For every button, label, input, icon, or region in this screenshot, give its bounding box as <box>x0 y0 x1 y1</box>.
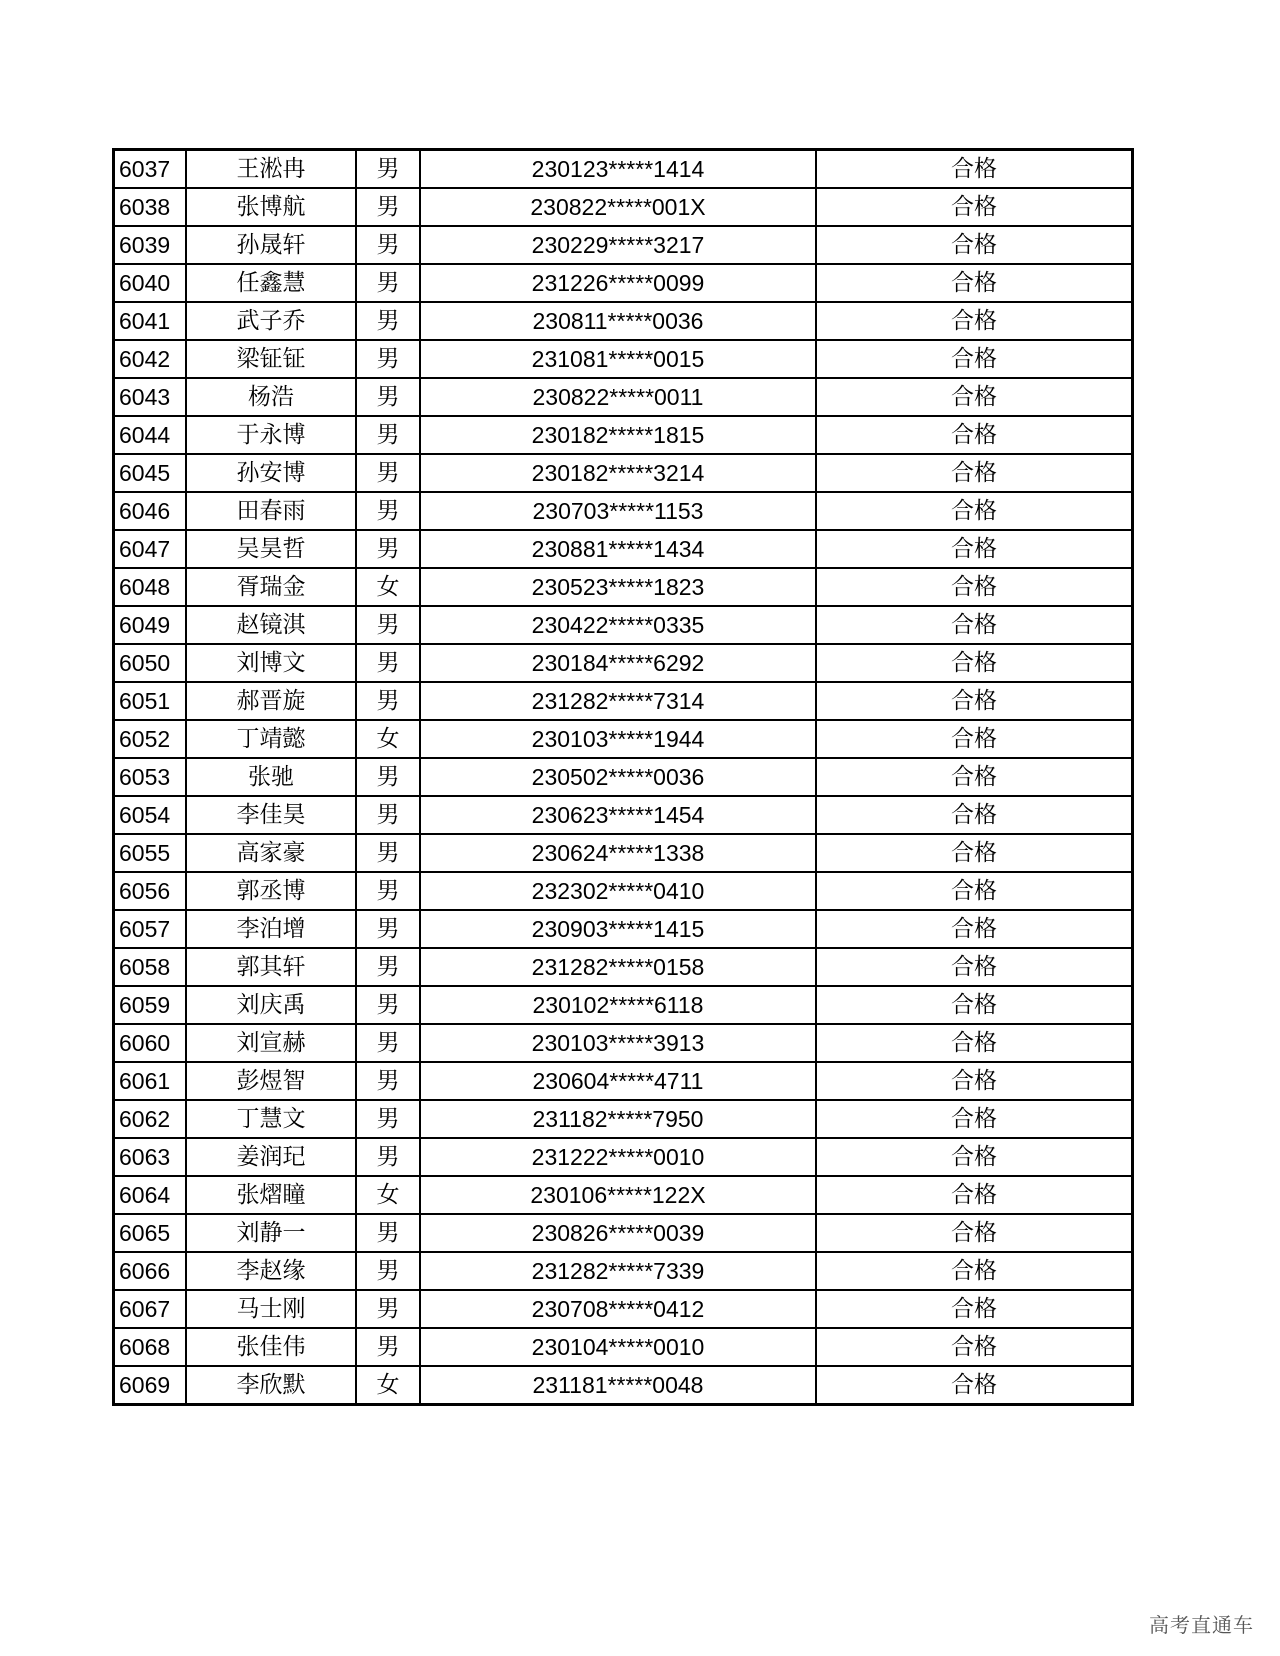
cell-number: 6056 <box>114 872 187 910</box>
table-row <box>114 416 1133 454</box>
cell-name: 王淞冉 <box>186 150 356 189</box>
cell-sex: 男 <box>356 1138 420 1176</box>
cell-sex: 女 <box>356 1176 420 1214</box>
cell-name: 任鑫慧 <box>186 264 356 302</box>
cell-result: 合格 <box>816 568 1133 606</box>
cell-name: 梁钲钲 <box>186 340 356 378</box>
cell-name: 胥瑞金 <box>186 568 356 606</box>
table-row <box>114 834 1133 872</box>
cell-name: 张驰 <box>186 758 356 796</box>
cell-sex: 男 <box>356 1252 420 1290</box>
cell-number: 6047 <box>114 530 187 568</box>
cell-number: 6038 <box>114 188 187 226</box>
cell-sex: 男 <box>356 416 420 454</box>
results-table-body <box>114 150 1133 1405</box>
cell-name: 张熠瞳 <box>186 1176 356 1214</box>
cell-number: 6069 <box>114 1366 187 1405</box>
table-row <box>114 378 1133 416</box>
cell-name: 武子乔 <box>186 302 356 340</box>
cell-result: 合格 <box>816 378 1133 416</box>
table-row <box>114 1176 1133 1214</box>
table-row <box>114 188 1133 226</box>
cell-name: 刘静一 <box>186 1214 356 1252</box>
cell-number: 6041 <box>114 302 187 340</box>
cell-result: 合格 <box>816 1328 1133 1366</box>
table-row <box>114 606 1133 644</box>
cell-name: 张佳伟 <box>186 1328 356 1366</box>
cell-id-number: 230708*****0412 <box>420 1290 816 1328</box>
table-row <box>114 1328 1133 1366</box>
cell-number: 6043 <box>114 378 187 416</box>
cell-name: 于永博 <box>186 416 356 454</box>
cell-sex: 男 <box>356 758 420 796</box>
table-row <box>114 1062 1133 1100</box>
cell-id-number: 230624*****1338 <box>420 834 816 872</box>
cell-sex: 男 <box>356 492 420 530</box>
cell-result: 合格 <box>816 948 1133 986</box>
cell-id-number: 230102*****6118 <box>420 986 816 1024</box>
cell-name: 刘博文 <box>186 644 356 682</box>
cell-name: 郭其轩 <box>186 948 356 986</box>
cell-name: 孙晟轩 <box>186 226 356 264</box>
watermark: 高考直通车 <box>1149 1613 1254 1637</box>
cell-result: 合格 <box>816 1024 1133 1062</box>
table-row <box>114 1138 1133 1176</box>
cell-result: 合格 <box>816 226 1133 264</box>
cell-id-number: 230103*****1944 <box>420 720 816 758</box>
cell-sex: 男 <box>356 188 420 226</box>
table-row <box>114 986 1133 1024</box>
cell-result: 合格 <box>816 492 1133 530</box>
cell-number: 6040 <box>114 264 187 302</box>
cell-result: 合格 <box>816 682 1133 720</box>
cell-name: 刘庆禹 <box>186 986 356 1024</box>
cell-sex: 女 <box>356 1366 420 1405</box>
table-row <box>114 948 1133 986</box>
cell-result: 合格 <box>816 1100 1133 1138</box>
cell-id-number: 231282*****7339 <box>420 1252 816 1290</box>
cell-number: 6050 <box>114 644 187 682</box>
cell-number: 6046 <box>114 492 187 530</box>
cell-id-number: 231282*****0158 <box>420 948 816 986</box>
cell-number: 6057 <box>114 910 187 948</box>
cell-name: 高家豪 <box>186 834 356 872</box>
cell-id-number: 230422*****0335 <box>420 606 816 644</box>
cell-name: 马士刚 <box>186 1290 356 1328</box>
cell-sex: 男 <box>356 1328 420 1366</box>
cell-id-number: 230103*****3913 <box>420 1024 816 1062</box>
cell-number: 6062 <box>114 1100 187 1138</box>
table-row <box>114 796 1133 834</box>
cell-sex: 男 <box>356 644 420 682</box>
cell-name: 丁慧文 <box>186 1100 356 1138</box>
table-row <box>114 568 1133 606</box>
cell-name: 丁靖懿 <box>186 720 356 758</box>
table-row <box>114 758 1133 796</box>
table-row <box>114 720 1133 758</box>
cell-id-number: 230811*****0036 <box>420 302 816 340</box>
cell-sex: 女 <box>356 720 420 758</box>
cell-number: 6039 <box>114 226 187 264</box>
table-row <box>114 340 1133 378</box>
cell-sex: 男 <box>356 986 420 1024</box>
cell-sex: 男 <box>356 226 420 264</box>
cell-id-number: 230184*****6292 <box>420 644 816 682</box>
cell-id-number: 230822*****0011 <box>420 378 816 416</box>
cell-number: 6059 <box>114 986 187 1024</box>
cell-number: 6055 <box>114 834 187 872</box>
cell-id-number: 230182*****3214 <box>420 454 816 492</box>
cell-sex: 男 <box>356 454 420 492</box>
cell-number: 6048 <box>114 568 187 606</box>
cell-name: 郭丞博 <box>186 872 356 910</box>
cell-sex: 男 <box>356 1062 420 1100</box>
cell-name: 李欣默 <box>186 1366 356 1405</box>
cell-result: 合格 <box>816 834 1133 872</box>
cell-number: 6066 <box>114 1252 187 1290</box>
cell-name: 吴昊哲 <box>186 530 356 568</box>
table-row <box>114 1366 1133 1405</box>
table-row <box>114 264 1133 302</box>
cell-result: 合格 <box>816 720 1133 758</box>
cell-sex: 男 <box>356 150 420 189</box>
cell-sex: 男 <box>356 872 420 910</box>
cell-result: 合格 <box>816 150 1133 189</box>
cell-id-number: 231181*****0048 <box>420 1366 816 1405</box>
table-row <box>114 644 1133 682</box>
cell-sex: 男 <box>356 1214 420 1252</box>
cell-id-number: 230881*****1434 <box>420 530 816 568</box>
cell-result: 合格 <box>816 1062 1133 1100</box>
cell-result: 合格 <box>816 1214 1133 1252</box>
cell-number: 6061 <box>114 1062 187 1100</box>
cell-result: 合格 <box>816 454 1133 492</box>
cell-number: 6068 <box>114 1328 187 1366</box>
cell-number: 6037 <box>114 150 187 189</box>
cell-id-number: 230826*****0039 <box>420 1214 816 1252</box>
cell-name: 田春雨 <box>186 492 356 530</box>
cell-number: 6049 <box>114 606 187 644</box>
table-row <box>114 682 1133 720</box>
cell-id-number: 230106*****122X <box>420 1176 816 1214</box>
cell-sex: 女 <box>356 568 420 606</box>
cell-id-number: 230229*****3217 <box>420 226 816 264</box>
table-row <box>114 454 1133 492</box>
cell-name: 李泊增 <box>186 910 356 948</box>
cell-number: 6051 <box>114 682 187 720</box>
cell-sex: 男 <box>356 340 420 378</box>
cell-number: 6044 <box>114 416 187 454</box>
table-row <box>114 1024 1133 1062</box>
cell-result: 合格 <box>816 1176 1133 1214</box>
cell-sex: 男 <box>356 606 420 644</box>
cell-name: 杨浩 <box>186 378 356 416</box>
cell-id-number: 231226*****0099 <box>420 264 816 302</box>
cell-number: 6042 <box>114 340 187 378</box>
cell-number: 6052 <box>114 720 187 758</box>
cell-name: 姜润玘 <box>186 1138 356 1176</box>
cell-sex: 男 <box>356 378 420 416</box>
table-row <box>114 1252 1133 1290</box>
cell-sex: 男 <box>356 264 420 302</box>
cell-result: 合格 <box>816 264 1133 302</box>
table-row <box>114 910 1133 948</box>
cell-sex: 男 <box>356 796 420 834</box>
cell-id-number: 231222*****0010 <box>420 1138 816 1176</box>
cell-sex: 男 <box>356 1290 420 1328</box>
cell-name: 李赵缘 <box>186 1252 356 1290</box>
cell-result: 合格 <box>816 606 1133 644</box>
table-row <box>114 1214 1133 1252</box>
table-row <box>114 150 1133 189</box>
cell-name: 赵镜淇 <box>186 606 356 644</box>
cell-id-number: 232302*****0410 <box>420 872 816 910</box>
cell-id-number: 231081*****0015 <box>420 340 816 378</box>
cell-sex: 男 <box>356 682 420 720</box>
cell-result: 合格 <box>816 1252 1133 1290</box>
cell-result: 合格 <box>816 1138 1133 1176</box>
cell-name: 张博航 <box>186 188 356 226</box>
cell-id-number: 231282*****7314 <box>420 682 816 720</box>
cell-name: 刘宣赫 <box>186 1024 356 1062</box>
cell-id-number: 230104*****0010 <box>420 1328 816 1366</box>
cell-id-number: 230182*****1815 <box>420 416 816 454</box>
cell-id-number: 230703*****1153 <box>420 492 816 530</box>
cell-name: 孙安博 <box>186 454 356 492</box>
cell-number: 6058 <box>114 948 187 986</box>
cell-id-number: 230822*****001X <box>420 188 816 226</box>
cell-sex: 男 <box>356 1100 420 1138</box>
table-row <box>114 872 1133 910</box>
cell-name: 彭煜智 <box>186 1062 356 1100</box>
cell-sex: 男 <box>356 530 420 568</box>
cell-id-number: 230604*****4711 <box>420 1062 816 1100</box>
cell-id-number: 230903*****1415 <box>420 910 816 948</box>
cell-number: 6045 <box>114 454 187 492</box>
results-table <box>112 148 1134 1406</box>
cell-sex: 男 <box>356 1024 420 1062</box>
table-row <box>114 530 1133 568</box>
table-row <box>114 1100 1133 1138</box>
cell-number: 6065 <box>114 1214 187 1252</box>
cell-result: 合格 <box>816 644 1133 682</box>
cell-result: 合格 <box>816 188 1133 226</box>
cell-result: 合格 <box>816 1290 1133 1328</box>
table-row <box>114 302 1133 340</box>
cell-result: 合格 <box>816 340 1133 378</box>
cell-result: 合格 <box>816 872 1133 910</box>
cell-result: 合格 <box>816 758 1133 796</box>
table-row <box>114 226 1133 264</box>
cell-result: 合格 <box>816 530 1133 568</box>
table-row <box>114 1290 1133 1328</box>
cell-result: 合格 <box>816 416 1133 454</box>
cell-id-number: 231182*****7950 <box>420 1100 816 1138</box>
cell-result: 合格 <box>816 796 1133 834</box>
cell-result: 合格 <box>816 986 1133 1024</box>
cell-result: 合格 <box>816 1366 1133 1405</box>
cell-sex: 男 <box>356 910 420 948</box>
cell-id-number: 230623*****1454 <box>420 796 816 834</box>
cell-result: 合格 <box>816 302 1133 340</box>
cell-name: 郝晋旋 <box>186 682 356 720</box>
cell-number: 6054 <box>114 796 187 834</box>
cell-id-number: 230502*****0036 <box>420 758 816 796</box>
cell-result: 合格 <box>816 910 1133 948</box>
cell-name: 李佳昊 <box>186 796 356 834</box>
cell-id-number: 230523*****1823 <box>420 568 816 606</box>
cell-number: 6053 <box>114 758 187 796</box>
table-row <box>114 492 1133 530</box>
cell-sex: 男 <box>356 302 420 340</box>
cell-number: 6060 <box>114 1024 187 1062</box>
cell-sex: 男 <box>356 834 420 872</box>
cell-number: 6064 <box>114 1176 187 1214</box>
cell-number: 6067 <box>114 1290 187 1328</box>
cell-sex: 男 <box>356 948 420 986</box>
cell-number: 6063 <box>114 1138 187 1176</box>
cell-id-number: 230123*****1414 <box>420 150 816 189</box>
